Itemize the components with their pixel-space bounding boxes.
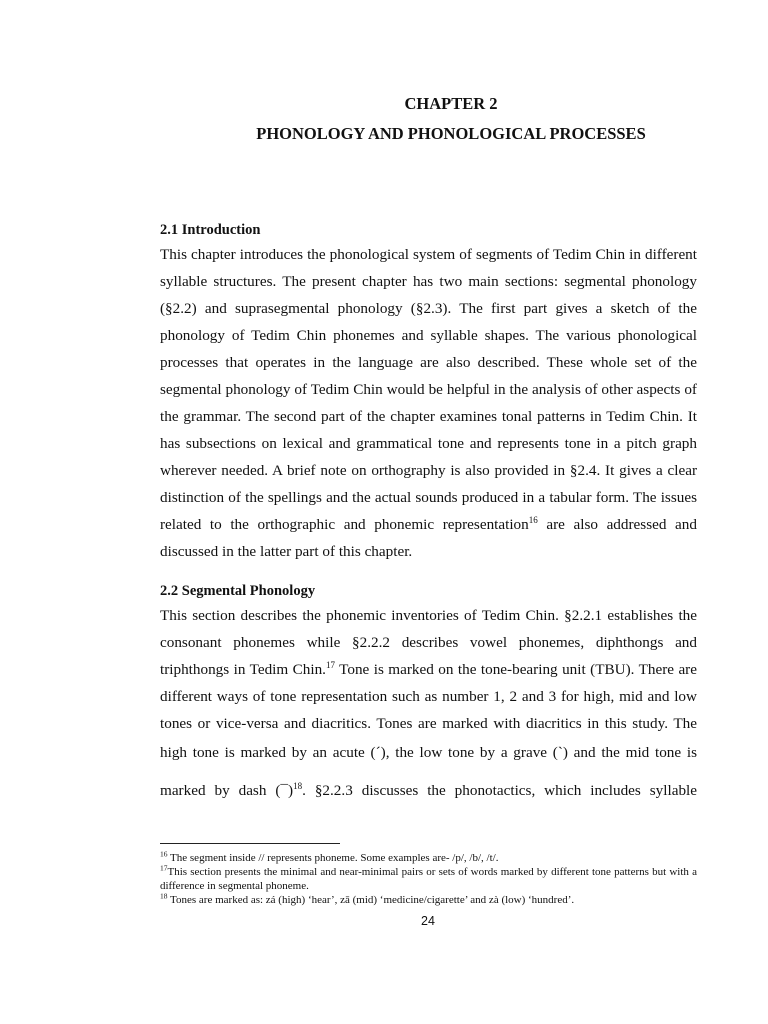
paragraph-line: wherever needed. A brief note on orthography is also provided in §2.4. It gives a clear bbox=[160, 462, 697, 479]
paragraph-line bbox=[160, 768, 697, 814]
footnote-number: 18 bbox=[160, 891, 168, 901]
paragraph-line: the grammar. The second part of the chapter examines tonal patterns in Tedim Chin. It bbox=[160, 408, 697, 425]
line-text: related to the orthographic and phonemic representation bbox=[160, 516, 529, 533]
introduction-paragraph bbox=[160, 241, 697, 565]
line-text: are also addressed and bbox=[537, 516, 697, 533]
footnote-ref-16: 16 bbox=[528, 514, 538, 525]
chapter-number: CHAPTER 2 bbox=[404, 94, 498, 113]
paragraph-line: phonology of Tedim Chin phonemes and syllable shapes. The various phonological bbox=[160, 327, 697, 344]
page-number: 24 bbox=[421, 914, 435, 928]
paragraph-line bbox=[160, 511, 697, 538]
footnote-text: Tones are marked as: zá (high) ‘hear’, zā (mid) ‘medicine/cigarette’ and zà (low) ‘hundred’. bbox=[167, 894, 575, 906]
line-text: . §2.2.3 discusses the phonotactics, which includes syllable bbox=[302, 782, 698, 799]
section-segmental-phonology bbox=[160, 583, 697, 814]
paragraph-line: segmental phonology of Tedim Chin would be helpful in the analysis of other aspects of bbox=[160, 381, 697, 398]
paragraph-line: has subsections on lexical and grammatical tone and represents tone in a pitch graph bbox=[160, 435, 697, 452]
section-heading-segmental: 2.2 Segmental Phonology bbox=[160, 583, 316, 599]
footnote-number: 17 bbox=[160, 863, 168, 873]
line-text: triphthongs in Tedim Chin. bbox=[160, 661, 326, 678]
paragraph-line: syllable structures. The present chapter has two main sections: segmental phonology bbox=[160, 273, 697, 290]
paragraph-line: This section describes the phonemic inventories of Tedim Chin. §2.2.1 establishes the bbox=[160, 607, 697, 624]
footnote-separator bbox=[160, 843, 340, 844]
footnote-17 bbox=[160, 865, 697, 893]
footnote-16 bbox=[160, 851, 697, 865]
footnote-18 bbox=[160, 893, 697, 907]
chapter-title: PHONOLOGY AND PHONOLOGICAL PROCESSES bbox=[256, 124, 646, 143]
footnotes bbox=[160, 851, 697, 907]
paragraph-line: processes that operates in the language are also described. These whole set of the bbox=[160, 354, 697, 371]
paragraph-line: high tone is marked by an acute (´), the low tone by a grave (`) and the mid tone is bbox=[160, 744, 697, 761]
footnote-text: This section presents the minimal and near-minimal pairs or sets of words marked by different tone patterns but with a difference in segmental phoneme. bbox=[160, 866, 697, 892]
paragraph-line: This chapter introduces the phonological system of segments of Tedim Chin in different bbox=[160, 246, 697, 263]
line-text: marked by dash (¯) bbox=[160, 782, 294, 799]
paragraph-line: consonant phonemes while §2.2.2 describes vowel phonemes, diphthongs and bbox=[160, 634, 697, 651]
paragraph-line: discussed in the latter part of this chapter. bbox=[160, 543, 413, 560]
paragraph-line: distinction of the spellings and the actual sounds produced in a tabular form. The issues bbox=[160, 489, 697, 506]
footnote-text: The segment inside // represents phoneme. Some examples are- /p/, /b/, /t/. bbox=[167, 852, 499, 864]
paragraph-line: different ways of tone representation such as number 1, 2 and 3 for high, mid and low bbox=[160, 688, 697, 705]
line-text: Tone is marked on the tone-bearing unit (TBU). There are bbox=[334, 661, 697, 678]
section-heading-introduction: 2.1 Introduction bbox=[160, 222, 261, 238]
segmental-paragraph bbox=[160, 602, 697, 814]
footnote-ref-17: 17 bbox=[325, 659, 335, 670]
footnote-ref-18: 18 bbox=[293, 780, 303, 791]
paragraph-line: tones or vice-versa and diacritics. Tones are marked with diacritics in this study. The bbox=[160, 715, 697, 732]
paragraph-line: (§2.2) and suprasegmental phonology (§2.3). The first part gives a sketch of the bbox=[160, 300, 697, 317]
section-introduction bbox=[160, 222, 697, 565]
footnote-number: 16 bbox=[160, 849, 168, 859]
paragraph-line bbox=[160, 656, 697, 683]
